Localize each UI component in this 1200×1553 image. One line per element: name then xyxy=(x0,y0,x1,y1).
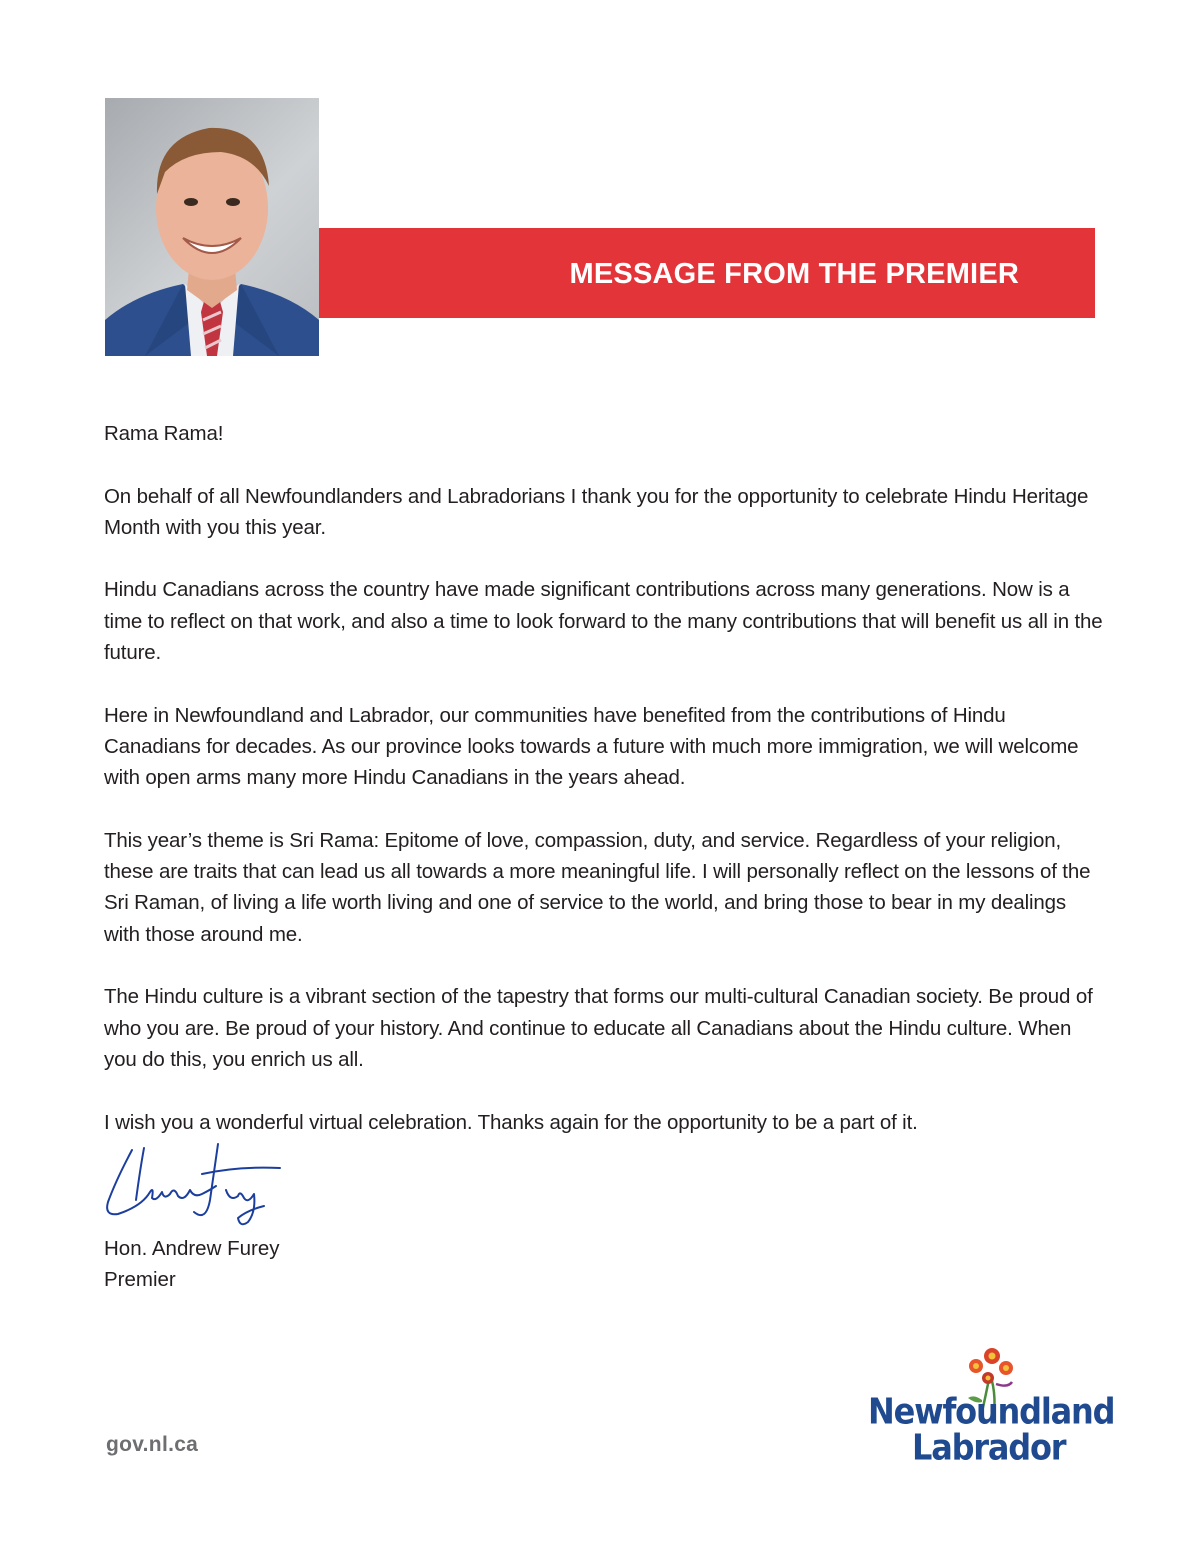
premier-portrait xyxy=(105,98,319,356)
letter-paragraph-3: Here in Newfoundland and Labrador, our communities have benefited from the contributions of Hindu Canadians for decades. As our province looks towards a future with much more immigration, we will welcome with open arms many more Hindu Canadians in the years ahead. xyxy=(104,703,1079,790)
logo-text-newfoundland: Newfoundland xyxy=(868,1390,1115,1433)
logo-text-labrador: Labrador xyxy=(912,1426,1066,1469)
portrait-illustration xyxy=(105,98,319,356)
signoff-role: Premier xyxy=(104,1268,176,1291)
letter-body xyxy=(104,418,1104,1169)
nl-government-logo xyxy=(868,1344,1115,1469)
letter-paragraph-1: On behalf of all Newfoundlanders and Labradorians I thank you for the opportunity to celebrate Hindu Heritage Month with you this year. xyxy=(104,484,1089,539)
letter-paragraph-4: This year’s theme is Sri Rama: Epitome of love, compassion, duty, and service. Regardless of your religion, these are traits that can lead us all towards a more meaningful life. I will personally reflect on the lessons of the Sri Raman, of living a life worth living and one of service to the world, and bring those to bear in my dealings with those around me. xyxy=(104,828,1091,946)
letter-paragraph-5: The Hindu culture is a vibrant section of the tapestry that forms our multi-cultural Canadian society. Be proud of who you are. Be proud of your history. And continue to educate all Canadians about the Hindu culture. When you do this, you enrich us all. xyxy=(104,985,1093,1071)
letter-paragraph-6: I wish you a wonderful virtual celebration. Thanks again for the opportunity to be a part of it. xyxy=(104,1110,918,1134)
letter-greeting: Rama Rama! xyxy=(104,422,224,445)
signoff-block xyxy=(104,1233,279,1295)
header-banner xyxy=(319,228,1095,318)
handwritten-signature xyxy=(98,1140,288,1230)
letter-paragraph-2: Hindu Canadians across the country have made significant contributions across many generations. Now is a time to reflect on that work, and also a time to look forward to the many contributions that will benefit us all in the future. xyxy=(104,578,1103,665)
website-url: gov.nl.ca xyxy=(106,1433,199,1456)
signoff-name: Hon. Andrew Furey xyxy=(104,1237,280,1260)
page-title: MESSAGE FROM THE PREMIER xyxy=(569,258,1019,290)
